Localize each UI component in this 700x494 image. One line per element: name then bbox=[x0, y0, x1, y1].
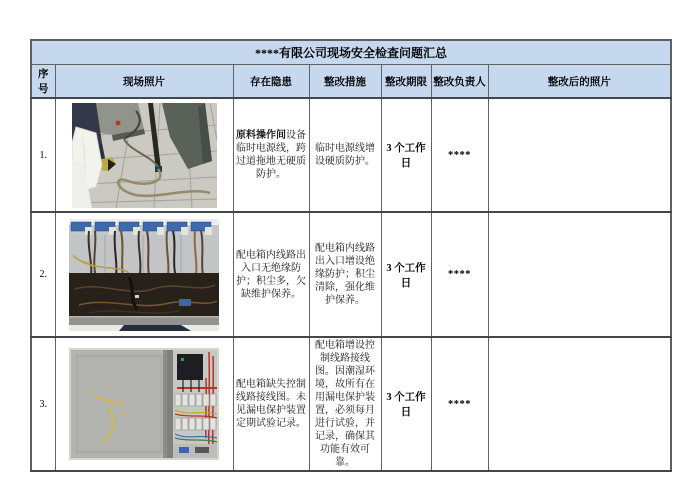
col-header-owner: 整改负责人 bbox=[431, 65, 488, 99]
hazard-text-2: 配电箱内线路出入口无绝缘防护；积尘多，欠缺维护保养。 bbox=[236, 249, 306, 300]
owner-cell-2: **** bbox=[431, 212, 488, 337]
measure-cell-2 bbox=[309, 212, 381, 337]
row-number-1: 1. bbox=[31, 98, 55, 212]
hazard-cell-1 bbox=[233, 98, 309, 212]
table-title-row bbox=[31, 40, 671, 65]
col-header-measure: 整改措施 bbox=[309, 65, 381, 99]
site-photo-3-open-cabinet bbox=[69, 348, 219, 460]
hazard-text-1: 设备临时电源线，跨过道拖地无硬质防护。 bbox=[236, 130, 306, 180]
table-header-row bbox=[31, 65, 671, 99]
issue-row-2 bbox=[31, 212, 671, 337]
site-photo-2-wiring-trench bbox=[69, 219, 219, 331]
hazard-text-3: 配电箱缺失控制线路接线图。未见漏电保护装置定期试验记录。 bbox=[236, 379, 306, 429]
measure-cell-3 bbox=[309, 337, 381, 471]
col-header-hazard: 存在隐患 bbox=[233, 65, 309, 99]
deadline-cell-2: 3 个工作日 bbox=[381, 212, 431, 337]
owner-cell-1: **** bbox=[431, 98, 488, 212]
issue-row-1 bbox=[31, 98, 671, 212]
issue-row-3 bbox=[31, 337, 671, 471]
safety-inspection-table bbox=[30, 39, 672, 472]
page-title: ****有限公司现场安全检查问题汇总 bbox=[31, 40, 671, 65]
owner-cell-3: **** bbox=[431, 337, 488, 471]
measure-text-2: 配电箱内线路出入口增设绝缘防护；积尘清除，强化维护保养。 bbox=[315, 243, 375, 306]
site-photo-cell-1 bbox=[55, 98, 233, 212]
hazard-cell-3 bbox=[233, 337, 309, 471]
measure-text-1: 临时电源线增设硬质防护。 bbox=[315, 143, 375, 167]
site-photo-1-floor-cable bbox=[72, 103, 217, 208]
col-header-after-photo: 整改后的照片 bbox=[488, 65, 671, 99]
site-photo-cell-3 bbox=[55, 337, 233, 471]
site-photo-cell-2 bbox=[55, 212, 233, 337]
after-photo-cell-1 bbox=[488, 98, 671, 212]
hazard-bold-text-1: 原料操作间 bbox=[236, 130, 286, 141]
row-number-3: 3. bbox=[31, 337, 55, 471]
after-photo-cell-2 bbox=[488, 212, 671, 337]
row-number-2: 2. bbox=[31, 212, 55, 337]
deadline-cell-3: 3 个工作日 bbox=[381, 337, 431, 471]
col-header-site-photo: 现场照片 bbox=[55, 65, 233, 99]
deadline-cell-1: 3 个工作日 bbox=[381, 98, 431, 212]
after-photo-cell-3 bbox=[488, 337, 671, 471]
hazard-cell-2 bbox=[233, 212, 309, 337]
col-header-deadline: 整改期限 bbox=[381, 65, 431, 99]
measure-cell-1 bbox=[309, 98, 381, 212]
col-header-no: 序号 bbox=[31, 65, 55, 99]
measure-text-3: 配电箱增设控制线路接线图。因潮湿环境，故所有在用漏电保护装置，必须每月进行试验，并记录，确保其功能有效可靠。 bbox=[315, 340, 375, 468]
